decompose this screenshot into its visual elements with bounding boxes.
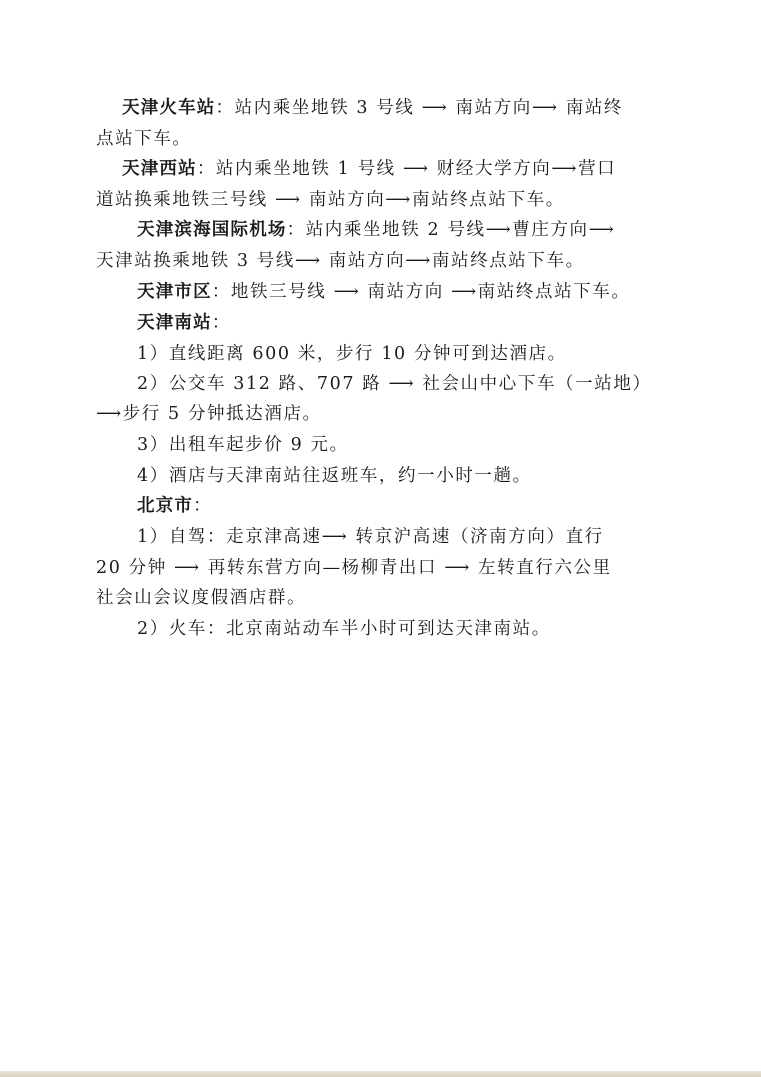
west-heading: 天津西站 <box>122 159 197 179</box>
airport-line-1 <box>137 218 615 242</box>
railway-line-1 <box>122 96 623 120</box>
beijing-heading-colon: ： <box>193 496 213 516</box>
city-heading: 天津市区 <box>137 282 212 302</box>
beijing-heading: 北京市 <box>137 496 194 516</box>
railway-heading: 天津火车站 <box>122 98 216 118</box>
beijing-item: 1）自驾：走京津高速⟶ 转京沪高速（济南方向）直行 <box>137 527 604 547</box>
west-text-1: ：站内乘坐地铁 1 号线 ⟶ 财经大学方向⟶营口 <box>196 159 617 179</box>
beijing-item: 2）火车：北京南站动车半小时可到达天津南站。 <box>137 619 551 639</box>
west-line-1 <box>122 157 616 181</box>
railway-text-1: ：站内乘坐地铁 3 号线 ⟶ 南站方向⟶ 南站终 <box>215 98 624 118</box>
beijing-heading-line <box>137 494 212 518</box>
south-item: 3）出租车起步价 9 元。 <box>137 435 349 455</box>
city-line-1 <box>137 280 630 304</box>
airport-text-1: ：站内乘坐地铁 2 号线⟶曹庄方向⟶ <box>286 220 616 240</box>
south-item: ⟶步行 5 分钟抵达酒店。 <box>96 404 322 424</box>
south-heading-line <box>137 311 231 335</box>
beijing-item: 20 分钟 ⟶ 再转东营方向—杨柳青出口 ⟶ 左转直行六公里 <box>96 558 612 578</box>
city-text-1: ：地铁三号线 ⟶ 南站方向 ⟶南站终点站下车。 <box>211 282 631 302</box>
west-line-2: 道站换乘地铁三号线 ⟶ 南站方向⟶南站终点站下车。 <box>96 190 565 210</box>
south-heading: 天津南站 <box>137 313 212 333</box>
south-item: 1）直线距离 600 米，步行 10 分钟可到达酒店。 <box>137 344 567 364</box>
south-item: 2）公交车 312 路、707 路 ⟶ 社会山中心下车（一站地） <box>137 374 652 394</box>
airport-line-2: 天津站换乘地铁 3 号线⟶ 南站方向⟶南站终点站下车。 <box>96 251 585 271</box>
south-item: 4）酒店与天津南站往返班车，约一小时一趟。 <box>137 466 532 486</box>
south-heading-colon: ： <box>211 313 231 333</box>
airport-heading: 天津滨海国际机场 <box>137 220 287 240</box>
footer-rule <box>0 1071 761 1077</box>
beijing-item: 社会山会议度假酒店群。 <box>96 588 307 608</box>
railway-line-2: 点站下车。 <box>96 129 192 149</box>
